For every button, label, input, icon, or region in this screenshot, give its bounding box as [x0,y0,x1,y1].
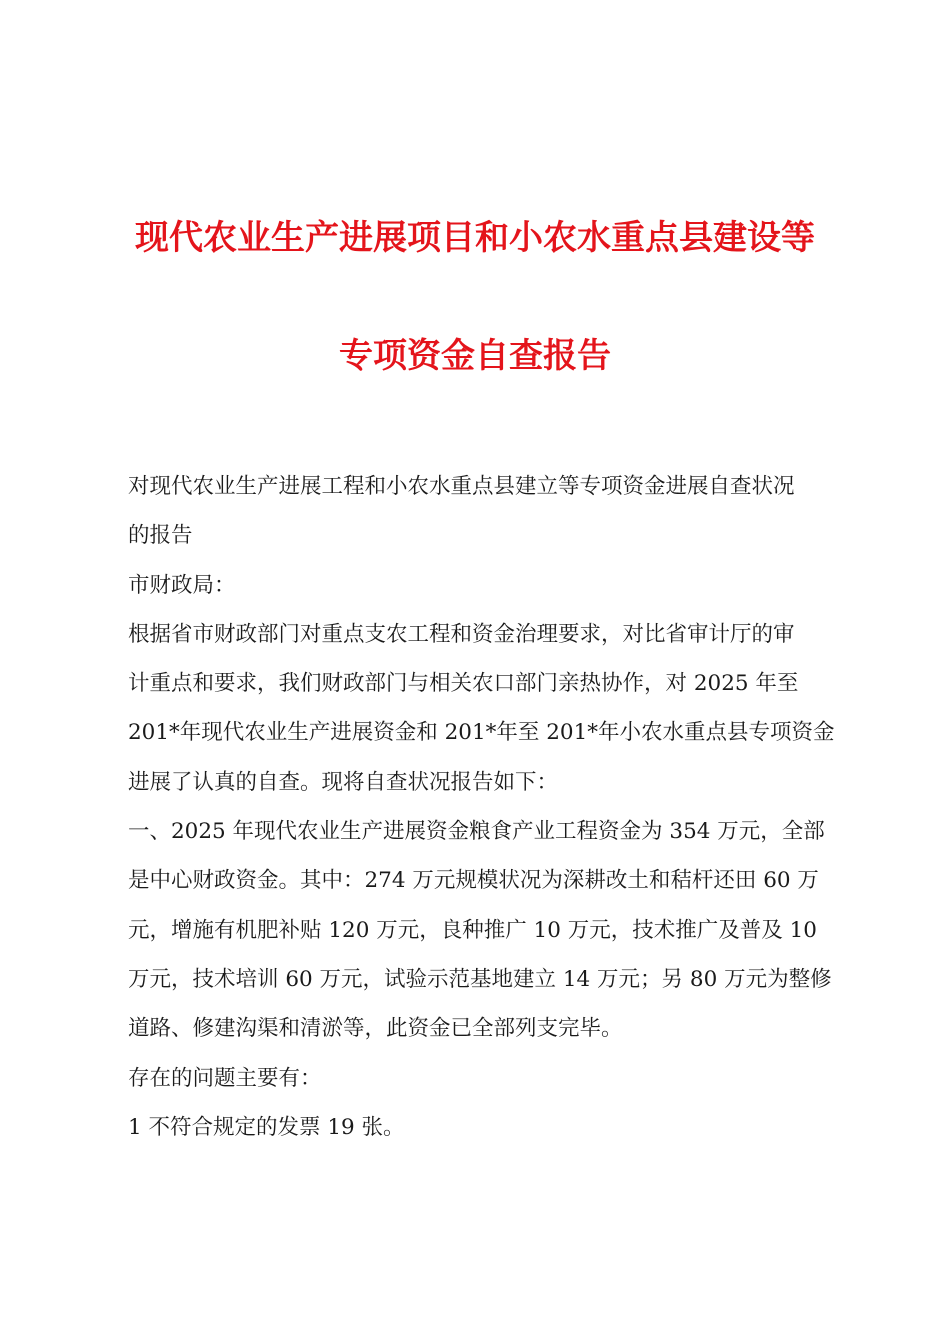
body-line: 进展了认真的自查。现将自查状况报告如下： [128,769,559,795]
body-line: 计重点和要求，我们财政部门与相关农口部门亲热协作，对 2025 年至 [128,671,799,697]
body-line: 是中心财政资金。其中：274 万元规模状况为深耕改土和秸杆还田 60 万 [128,868,819,894]
salutation-line: 市财政局： [128,572,236,598]
body-line: 对现代农业生产进展工程和小农水重点县建立等专项资金进展自查状况 [128,474,795,499]
body-line: 的报告 [128,523,193,549]
body-line: 一、2025 年现代农业生产进展资金粮食产业工程资金为 354 万元，全部 [128,819,825,845]
document-title-line-2: 专项资金自查报告 [339,336,611,376]
body-line: 万元，技术培训 60 万元，试验示范基地建立 14 万元；另 80 万元为整修 [128,966,832,992]
body-line: 根据省市财政部门对重点支农工程和资金治理要求，对比省审计厅的审 [128,621,795,647]
document-title-line-1: 现代农业生产进展项目和小农水重点县建设等 [135,218,815,258]
body-line: 201*年现代农业生产进展资金和 201*年至 201*年小农水重点县专项资金 [128,720,835,746]
body-line: 元，增施有机肥补贴 120 万元，良种推广 10 万元，技术推广及普及 10 [128,917,817,943]
body-line: 存在的问题主要有： [128,1065,322,1091]
document-body [128,462,838,1152]
body-line: 1 不符合规定的发票 19 张。 [128,1114,405,1140]
body-line: 道路、修建沟渠和清淤等，此资金已全部列支完毕。 [128,1016,623,1042]
